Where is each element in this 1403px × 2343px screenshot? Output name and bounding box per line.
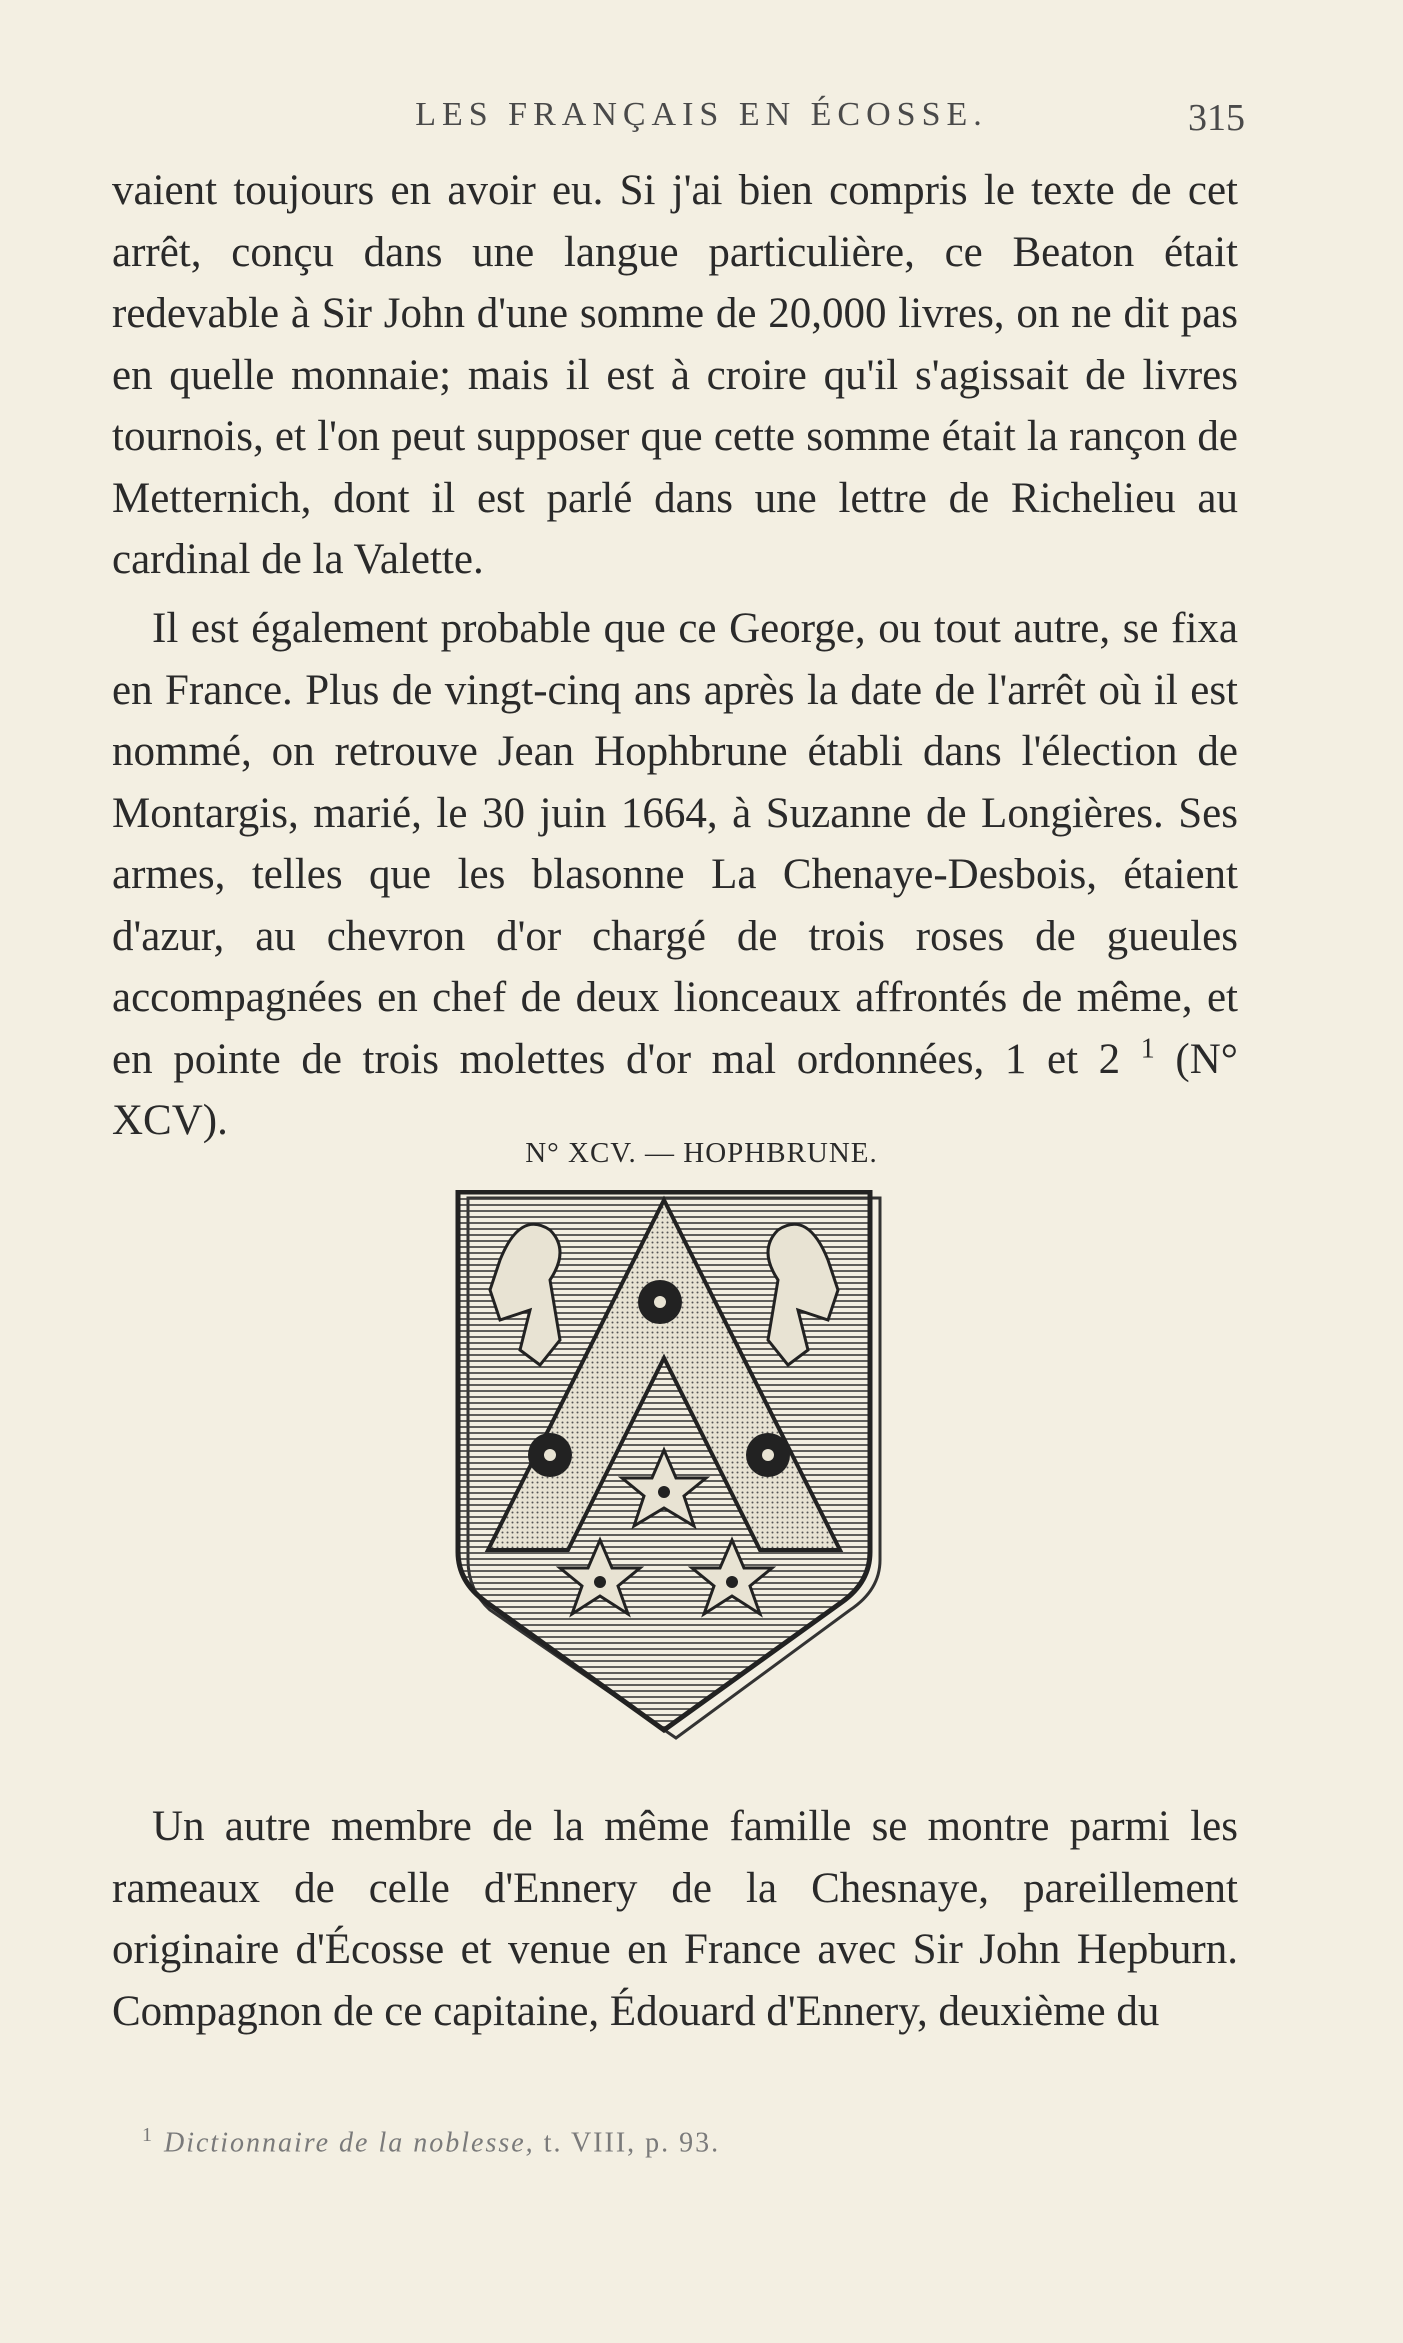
footnote-marker: 1 [142, 2124, 154, 2146]
paragraph-1-text: vaient toujours en avoir eu. Si j'ai bien compris le texte de cet arrêt, conçu dans une langue particulière, ce Beaton était redevable à Sir John d'une somme de 20,000 livres, on ne dit pas en quelle monnaie; mais il est à croire qu'il s'agissait de livres tournois, et l'on peut supposer que cette somme était la rançon de Metternich, dont il est parlé dans une lettre de Richelieu au cardinal de la Valette. [112, 167, 1238, 583]
running-head [0, 96, 1403, 146]
paragraph-2-text [112, 598, 1238, 1152]
paragraph-2 [112, 598, 1238, 1152]
footnote-title: Dictionnaire de la noblesse, [164, 2127, 535, 2159]
footnote-ref: t. VIII, p. 93. [534, 2127, 721, 2159]
coat-of-arms-icon [450, 1190, 890, 1750]
paragraph-1 [112, 160, 1238, 591]
paragraph-3-text: Un autre membre de la même famille se montre parmi les rameaux de celle d'Ennery de la Chesnaye, pareillement originaire d'Écosse et venue en France avec Sir John Hepburn. Compagnon de ce capitaine, Édouard d'Ennery, deuxième du [112, 1803, 1238, 2035]
figure-caption: N° XCV. — HOPHBRUNE. [525, 1137, 878, 1169]
footnote-reference: 1 [1140, 1033, 1155, 1065]
paragraph-2-body: Il est également probable que ce George, ou tout autre, se fixa en France. Plus de vingt-cinq ans après la date de l'arrêt où il est nommé, on retrouve Jean Hophbrune établi dans l'élection de Montargis, marié, le 30 juin 1664, à Suzanne de Longières. Ses armes, telles que les blasonne La Chenaye-Desbois, étaient d'azur, au chevron d'or chargé de trois roses de gueules accompagnées en chef de deux lionceaux affrontés de même, et en pointe de trois molettes d'or mal ordonnées, 1 et 2 [112, 605, 1238, 1083]
page-number: 315 [1188, 97, 1245, 139]
paragraph-3 [112, 1796, 1238, 2042]
footnote [142, 2124, 720, 2159]
running-title: LES FRANÇAIS EN ÉCOSSE. [415, 96, 988, 133]
paragraph-2-end: (N° XCV). [112, 1035, 1238, 1144]
